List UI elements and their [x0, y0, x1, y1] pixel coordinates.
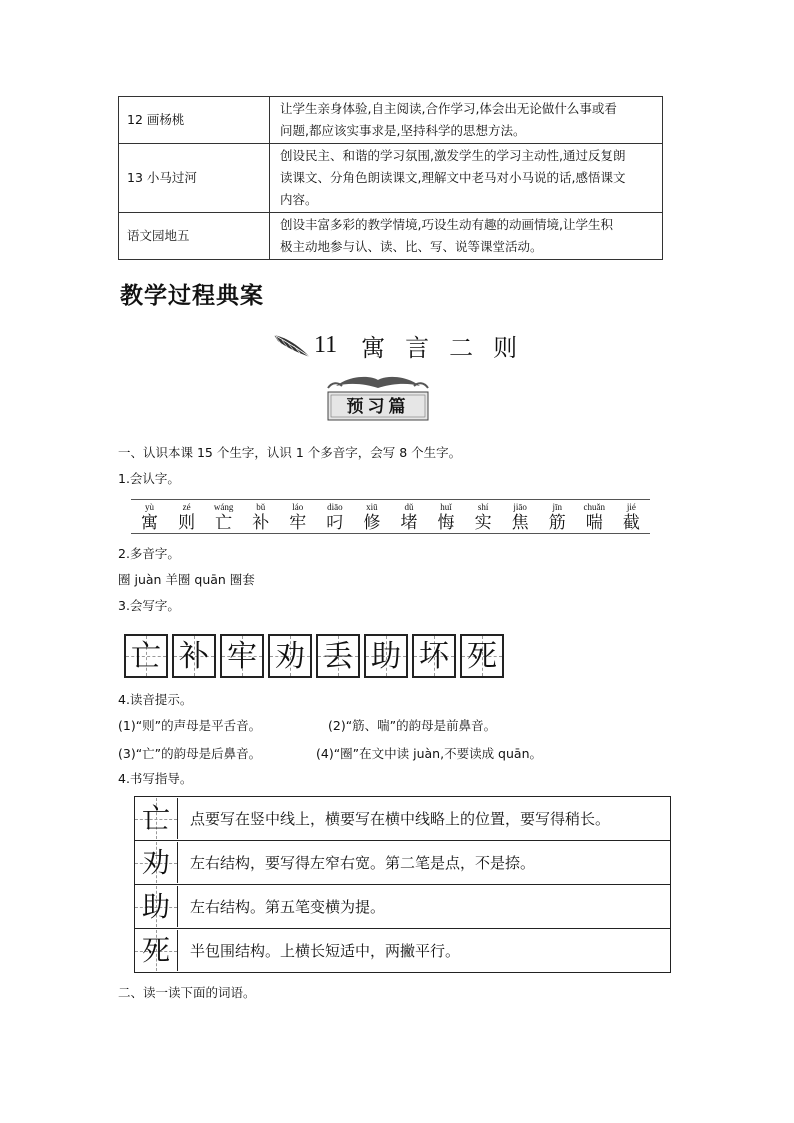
- write-char: 劝: [275, 639, 305, 674]
- pronunciation-tip: (1)“则”的声母是平舌音。: [118, 718, 262, 733]
- hanzi: 寓: [141, 513, 159, 533]
- guide-char-box: [135, 886, 178, 927]
- guide-text: 点要写在竖中线上，横要写在横中线略上的位置，要写得稍长。: [190, 810, 611, 828]
- guide-text: 半包围结构。上横长短适中，两撇平行。: [190, 942, 461, 960]
- goal-line: 创设丰富多彩的教学情境,巧设生动有趣的动画情境,让学生积: [280, 217, 613, 232]
- polyphone-line: 圈 juàn 羊圈 quān 圈套: [118, 572, 255, 587]
- hanzi: 牢: [289, 513, 307, 533]
- hanzi: 焦: [511, 513, 529, 533]
- write-grid-box: [316, 634, 360, 678]
- guide-text: 左右结构。第五笔变横为提。: [190, 898, 386, 916]
- hanzi: 喘: [585, 513, 603, 533]
- pinyin: jié: [626, 502, 636, 512]
- guide-char: 劝: [141, 846, 170, 879]
- recognize-char: [391, 500, 427, 533]
- pinyin: bǔ: [256, 502, 266, 512]
- table-row: [119, 213, 663, 260]
- guide-char: 助: [141, 890, 170, 923]
- lesson-number: 11: [314, 331, 338, 358]
- hanzi: 补: [252, 513, 270, 533]
- hanzi: 实: [474, 513, 492, 533]
- write-char: 助: [371, 639, 401, 674]
- recognize-char: [465, 500, 501, 533]
- recognize-char: [317, 500, 353, 533]
- guide-row: [134, 840, 671, 884]
- hanzi: 亡: [215, 513, 233, 533]
- pinyin: jīn: [552, 502, 562, 512]
- recognize-chars-bar: [131, 499, 650, 534]
- recognize-char: [613, 500, 649, 533]
- recognize-char: [354, 500, 390, 533]
- polyphone-heading: 2.多音字。: [118, 546, 180, 561]
- write-grid-box: [460, 634, 504, 678]
- pronunciation-tip: (2)“筋、喘”的韵母是前鼻音。: [328, 718, 497, 733]
- lesson-title: [272, 325, 537, 365]
- write-char: 坏: [419, 639, 449, 674]
- pinyin: chuǎn: [583, 502, 606, 512]
- pinyin: huǐ: [440, 502, 452, 512]
- guide-row: [134, 796, 671, 840]
- hanzi: 叼: [326, 513, 344, 533]
- write-grid-box: [412, 634, 456, 678]
- hanzi: 截: [622, 513, 640, 533]
- recognize-char: [428, 500, 464, 533]
- pinyin: diāo: [327, 502, 343, 512]
- hanzi: 筋: [548, 513, 566, 533]
- guide-char-box: [135, 930, 178, 971]
- pinyin: jiāo: [513, 502, 527, 512]
- write-grid-box: [124, 634, 168, 678]
- goal-cell: [270, 144, 663, 213]
- teaching-goals-table: [118, 96, 663, 260]
- recognize-char: [169, 500, 205, 533]
- pronunciation-heading: 4.读音提示。: [118, 692, 193, 707]
- goal-line: 极主动地参与认、读、比、写、说等课堂活动。: [280, 239, 543, 254]
- section-title: 教学过程典案: [120, 282, 264, 309]
- lesson-cell: 12 画杨桃: [119, 97, 270, 144]
- recognize-char: [206, 500, 242, 533]
- table-row: [119, 97, 663, 144]
- write-heading: 3.会写字。: [118, 598, 180, 613]
- write-char: 死: [467, 639, 497, 674]
- hanzi: 修: [363, 513, 381, 533]
- write-grid-box: [268, 634, 312, 678]
- writing-guide-heading: 4.书写指导。: [118, 771, 193, 786]
- write-grid-box: [220, 634, 264, 678]
- intro-line: 一、认识本课 15 个生字，认识 1 个多音字，会写 8 个生字。: [118, 445, 462, 460]
- feather-icon: [272, 331, 312, 359]
- goal-line: 创设民主、和谐的学习氛围,激发学生的学习主动性,通过反复朗: [280, 148, 626, 163]
- lesson-cell: 语文园地五: [119, 213, 270, 260]
- pinyin: dǔ: [404, 502, 414, 512]
- write-char: 牢: [227, 639, 257, 674]
- lesson-cell: 13 小马过河: [119, 144, 270, 213]
- pinyin: wáng: [213, 502, 234, 512]
- guide-row: [134, 884, 671, 928]
- goal-line: 内容。: [280, 192, 318, 207]
- recognize-char: [576, 500, 612, 533]
- pinyin: zé: [182, 502, 191, 512]
- write-grid-box: [172, 634, 216, 678]
- guide-row: [134, 928, 671, 973]
- recognize-char: [280, 500, 316, 533]
- write-chars-row: [124, 634, 504, 678]
- goal-cell: [270, 97, 663, 144]
- guide-char-box: [135, 798, 178, 839]
- read-words-heading: 二、读一读下面的词语。: [118, 985, 256, 1000]
- goal-cell: [270, 213, 663, 260]
- goal-line: 问题,都应该实事求是,坚持科学的思想方法。: [280, 123, 526, 138]
- pronunciation-tip: (3)“亡”的韵母是后鼻音。: [118, 746, 262, 761]
- lesson-name: 寓言二则: [361, 333, 538, 362]
- recognize-chars: [131, 500, 650, 533]
- goal-line: 读课文、分角色朗读课文,理解文中老马对小马说的话,感悟课文: [280, 170, 626, 185]
- hanzi: 悔: [437, 513, 455, 533]
- hanzi: 则: [178, 513, 196, 533]
- goal-line: 让学生亲身体验,自主阅读,合作学习,体会出无论做什么事或看: [280, 101, 617, 116]
- recognize-char: [502, 500, 538, 533]
- recognize-char: [243, 500, 279, 533]
- banner-label: 预习篇: [346, 397, 410, 417]
- guide-text: 左右结构，要写得左窄右宽。第二笔是点，不是捺。: [190, 854, 536, 872]
- guide-char: 亡: [141, 802, 170, 835]
- write-char: 丢: [323, 639, 353, 674]
- pinyin: láo: [292, 502, 304, 512]
- guide-char-box: [135, 842, 178, 883]
- pinyin: shí: [477, 502, 489, 512]
- recognize-heading: 1.会认字。: [118, 471, 180, 486]
- hanzi: 堵: [400, 513, 418, 533]
- guide-char: 死: [141, 934, 170, 967]
- write-char: 补: [179, 639, 209, 674]
- pinyin: yù: [145, 502, 155, 512]
- write-grid-box: [364, 634, 408, 678]
- pinyin: xiū: [366, 502, 378, 512]
- write-char: 亡: [131, 639, 161, 674]
- recognize-char: [539, 500, 575, 533]
- recognize-char: [132, 500, 168, 533]
- writing-guide-table: [134, 796, 671, 973]
- table-row: [119, 144, 663, 213]
- pronunciation-tip: (4)“圈”在文中读 juàn,不要读成 quān。: [316, 746, 542, 761]
